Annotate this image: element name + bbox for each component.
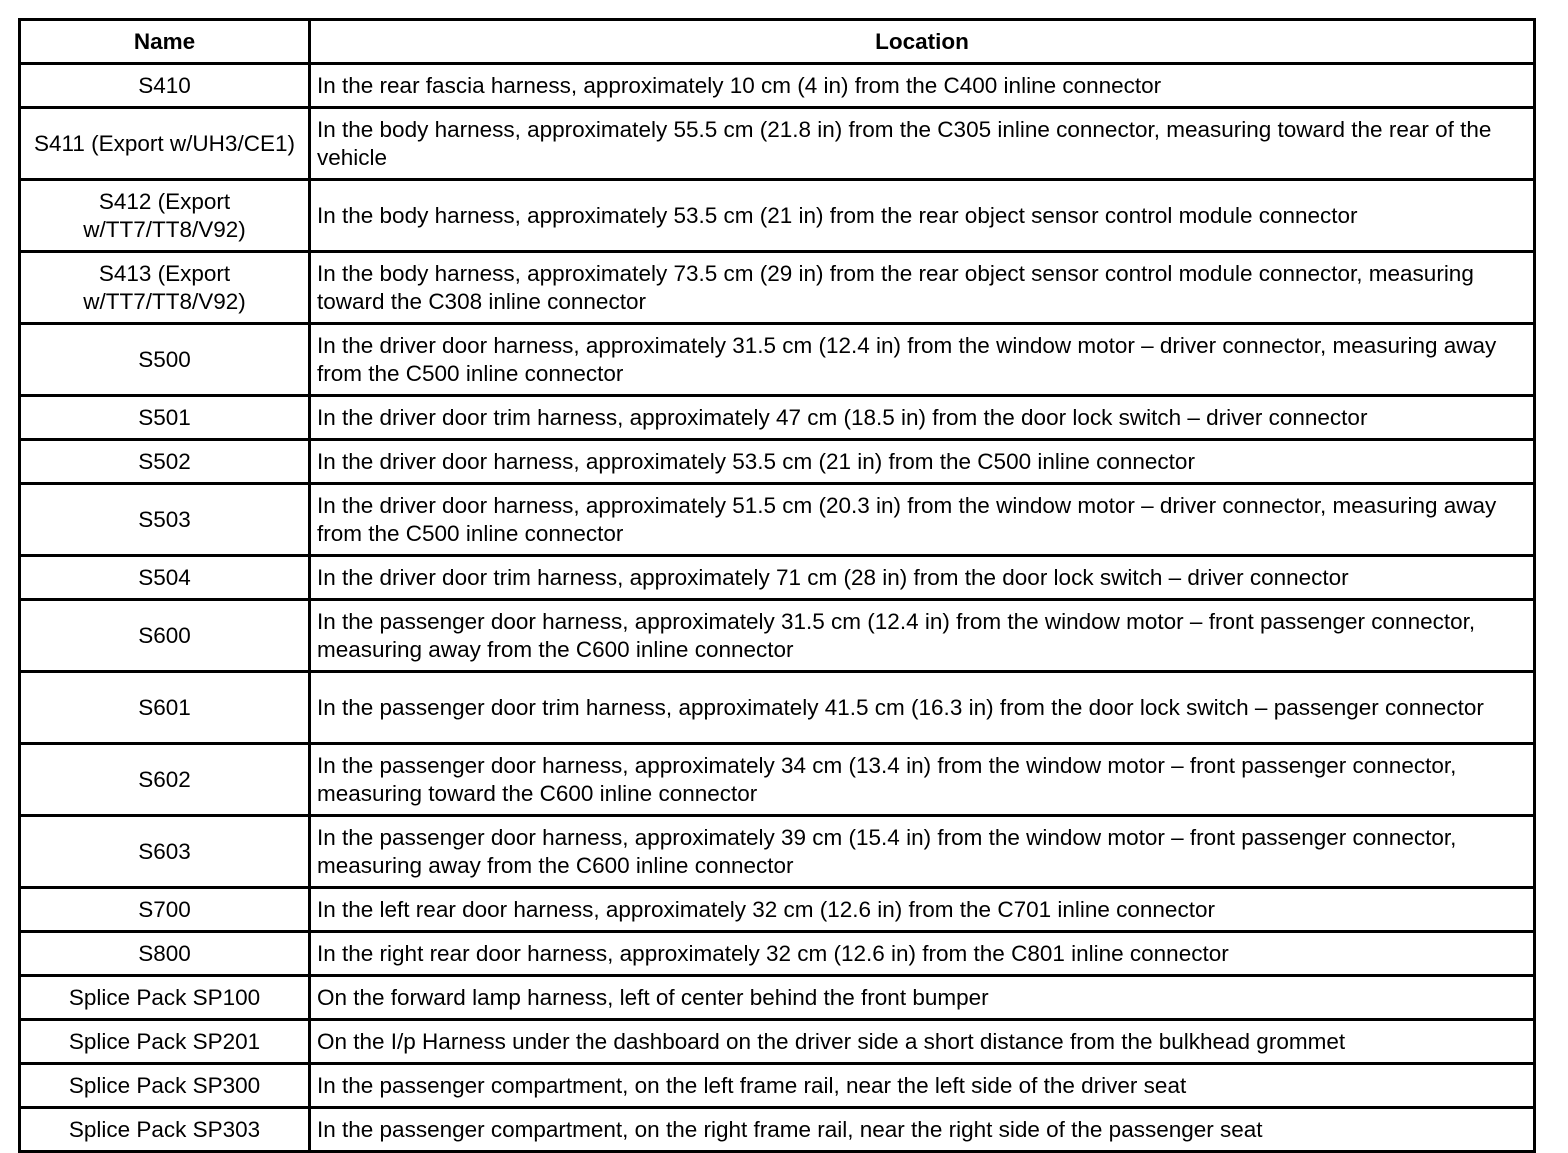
column-header-location: Location [310, 20, 1535, 64]
splice-name-cell: S502 [20, 440, 310, 484]
splice-location-cell: On the I/p Harness under the dashboard on the driver side a short distance from the bulkhead grommet [310, 1020, 1535, 1064]
splice-name-cell: S504 [20, 556, 310, 600]
table-row [20, 484, 1535, 556]
splice-name-cell: S601 [20, 672, 310, 744]
splice-location-cell: In the rear fascia harness, approximately 10 cm (4 in) from the C400 inline connector [310, 64, 1535, 108]
splice-name-cell: S503 [20, 484, 310, 556]
splice-location-cell: In the passenger door trim harness, approximately 41.5 cm (16.3 in) from the door lock switch – passenger connector [310, 672, 1535, 744]
table-row [20, 252, 1535, 324]
splice-location-cell: In the body harness, approximately 73.5 cm (29 in) from the rear object sensor control module connector, measuring toward the C308 inline connector [310, 252, 1535, 324]
splice-location-cell: In the passenger door harness, approximately 31.5 cm (12.4 in) from the window motor – front passenger connector, measuring away from the C600 inline connector [310, 600, 1535, 672]
splice-name-cell: S410 [20, 64, 310, 108]
splice-location-cell: In the driver door harness, approximately 51.5 cm (20.3 in) from the window motor – driver connector, measuring away from the C500 inline connector [310, 484, 1535, 556]
table-row [20, 180, 1535, 252]
table-row [20, 64, 1535, 108]
splice-name-cell: Splice Pack SP201 [20, 1020, 310, 1064]
splice-name-cell: S412 (Export w/TT7/TT8/V92) [20, 180, 310, 252]
splice-location-cell: In the right rear door harness, approximately 32 cm (12.6 in) from the C801 inline connector [310, 932, 1535, 976]
splice-name-cell: S602 [20, 744, 310, 816]
splice-location-cell: In the passenger door harness, approximately 34 cm (13.4 in) from the window motor – front passenger connector, measuring toward the C600 inline connector [310, 744, 1535, 816]
table-row [20, 888, 1535, 932]
splice-location-cell: In the passenger compartment, on the left frame rail, near the left side of the driver seat [310, 1064, 1535, 1108]
splice-name-cell: Splice Pack SP303 [20, 1108, 310, 1152]
splice-name-cell: S501 [20, 396, 310, 440]
splice-location-cell: In the driver door trim harness, approximately 71 cm (28 in) from the door lock switch – driver connector [310, 556, 1535, 600]
column-header-name: Name [20, 20, 310, 64]
splice-location-cell: In the passenger compartment, on the right frame rail, near the right side of the passenger seat [310, 1108, 1535, 1152]
table-row [20, 744, 1535, 816]
table-row [20, 1064, 1535, 1108]
splice-name-cell: S700 [20, 888, 310, 932]
splice-location-cell: In the driver door trim harness, approximately 47 cm (18.5 in) from the door lock switch – driver connector [310, 396, 1535, 440]
table-row [20, 600, 1535, 672]
table-header-row [20, 20, 1535, 64]
splice-name-cell: S500 [20, 324, 310, 396]
table-row [20, 976, 1535, 1020]
table-row [20, 396, 1535, 440]
splice-location-cell: In the body harness, approximately 55.5 cm (21.8 in) from the C305 inline connector, measuring toward the rear of the vehicle [310, 108, 1535, 180]
table-row [20, 1020, 1535, 1064]
splice-location-cell: In the driver door harness, approximately 31.5 cm (12.4 in) from the window motor – driver connector, measuring away from the C500 inline connector [310, 324, 1535, 396]
table-row [20, 440, 1535, 484]
table-row [20, 672, 1535, 744]
splice-name-cell: S600 [20, 600, 310, 672]
splice-name-cell: S411 (Export w/UH3/CE1) [20, 108, 310, 180]
splice-name-cell: Splice Pack SP100 [20, 976, 310, 1020]
splice-name-cell: S603 [20, 816, 310, 888]
table-row [20, 556, 1535, 600]
splice-location-cell: In the body harness, approximately 53.5 cm (21 in) from the rear object sensor control module connector [310, 180, 1535, 252]
splice-location-cell: In the passenger door harness, approximately 39 cm (15.4 in) from the window motor – front passenger connector, measuring away from the C600 inline connector [310, 816, 1535, 888]
table-row [20, 108, 1535, 180]
splice-location-cell: In the driver door harness, approximately 53.5 cm (21 in) from the C500 inline connector [310, 440, 1535, 484]
table-row [20, 932, 1535, 976]
splice-location-cell: In the left rear door harness, approximately 32 cm (12.6 in) from the C701 inline connector [310, 888, 1535, 932]
splice-name-cell: S800 [20, 932, 310, 976]
splice-location-cell: On the forward lamp harness, left of center behind the front bumper [310, 976, 1535, 1020]
table-body [20, 64, 1535, 1152]
table-row [20, 324, 1535, 396]
splice-location-table [18, 18, 1536, 1153]
splice-name-cell: S413 (Export w/TT7/TT8/V92) [20, 252, 310, 324]
table-row [20, 816, 1535, 888]
splice-name-cell: Splice Pack SP300 [20, 1064, 310, 1108]
